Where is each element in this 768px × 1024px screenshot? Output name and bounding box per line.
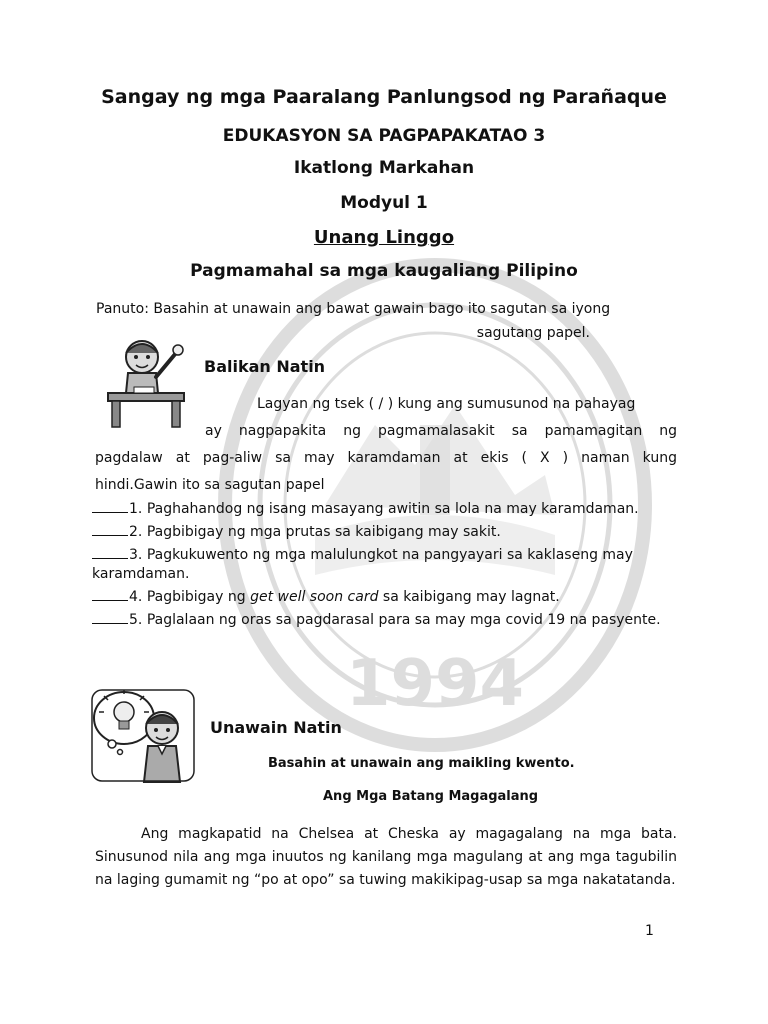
story-title: Ang Mga Batang Magagalang xyxy=(323,789,539,804)
story-text: Ang magkapatid na Chelsea at Cheska ay magagalang na mga bata. Sinusunod nila ang mga inuutos ng kanilang mga magulang at ang mga tagubilin na laging gumamit ng “po at opo” sa tuwing makikipag-usap sa mga nakatatanda. xyxy=(95,826,677,888)
answer-blank[interactable] xyxy=(92,546,128,559)
direction-line-3: pagdalaw at pag-aliw sa may karamdaman at ekis ( X ) naman kung xyxy=(95,450,677,466)
item-text: Paglalaan ng oras sa pagdarasal para sa may mga covid 19 na pasyente. xyxy=(146,612,661,628)
page-number: 1 xyxy=(645,923,654,939)
answer-blank[interactable] xyxy=(92,500,128,513)
item-text-after: sa kaibigang may lagnat. xyxy=(378,589,560,605)
balikan-directions xyxy=(95,391,677,499)
answer-blank[interactable] xyxy=(92,588,128,601)
boy-lightbulb-icon xyxy=(90,688,196,783)
story-paragraph xyxy=(95,823,677,892)
item-number: 5. xyxy=(129,612,143,628)
item-number: 3. xyxy=(129,547,143,563)
item-text-before: Pagbibigay ng xyxy=(146,589,251,605)
direction-line-2: ay nagpapakita ng pagmamalasakit sa pamamagitan ng xyxy=(205,423,677,439)
list-item xyxy=(92,588,684,607)
topic-title: Pagmamahal sa mga kaugaliang Pilipino xyxy=(190,261,578,281)
answer-blank[interactable] xyxy=(92,523,128,536)
list-item xyxy=(92,523,684,542)
item-number: 4. xyxy=(129,589,143,605)
subject-title: EDUKASYON SA PAGPAPAKATAO 3 xyxy=(222,126,546,146)
item-text-italic: get well soon card xyxy=(250,589,379,605)
story-instruction: Basahin at unawain ang maikling kwento. xyxy=(268,756,575,771)
school-division-title: Sangay ng mga Paaralang Panlungsod ng Parañaque xyxy=(101,86,667,108)
item-text: Paghahandog ng isang masayang awitin sa lola na may karamdaman. xyxy=(146,501,639,517)
quarter-title: Ikatlong Markahan xyxy=(293,158,475,178)
list-item xyxy=(92,546,684,584)
list-item xyxy=(92,611,684,630)
instructions-line-2: sagutang papel. xyxy=(476,325,590,341)
unawain-natin-heading: Unawain Natin xyxy=(210,718,342,737)
list-item xyxy=(92,500,684,519)
balikan-items-list xyxy=(92,500,684,634)
item-text: Pagkukuwento ng mga malulungkot na pangyayari sa kaklaseng may karamdaman. xyxy=(92,547,633,582)
item-text: Pagbibigay ng mga prutas sa kaibigang may sakit. xyxy=(146,524,501,540)
watermark-year: 1994 xyxy=(345,647,525,721)
module-title: Modyul 1 xyxy=(340,193,428,213)
balikan-natin-heading: Balikan Natin xyxy=(204,357,326,376)
answer-blank[interactable] xyxy=(92,611,128,624)
item-number: 1. xyxy=(129,501,143,517)
direction-line-4: hindi.Gawin ito sa sagutan papel xyxy=(95,477,325,493)
item-number: 2. xyxy=(129,524,143,540)
week-title: Unang Linggo xyxy=(313,227,455,248)
direction-line-1: Lagyan ng tsek ( / ) kung ang sumusunod na pahayag xyxy=(257,396,636,412)
instructions-line-1: Panuto: Basahin at unawain ang bawat gawain bago ito sagutan sa iyong xyxy=(96,301,611,317)
